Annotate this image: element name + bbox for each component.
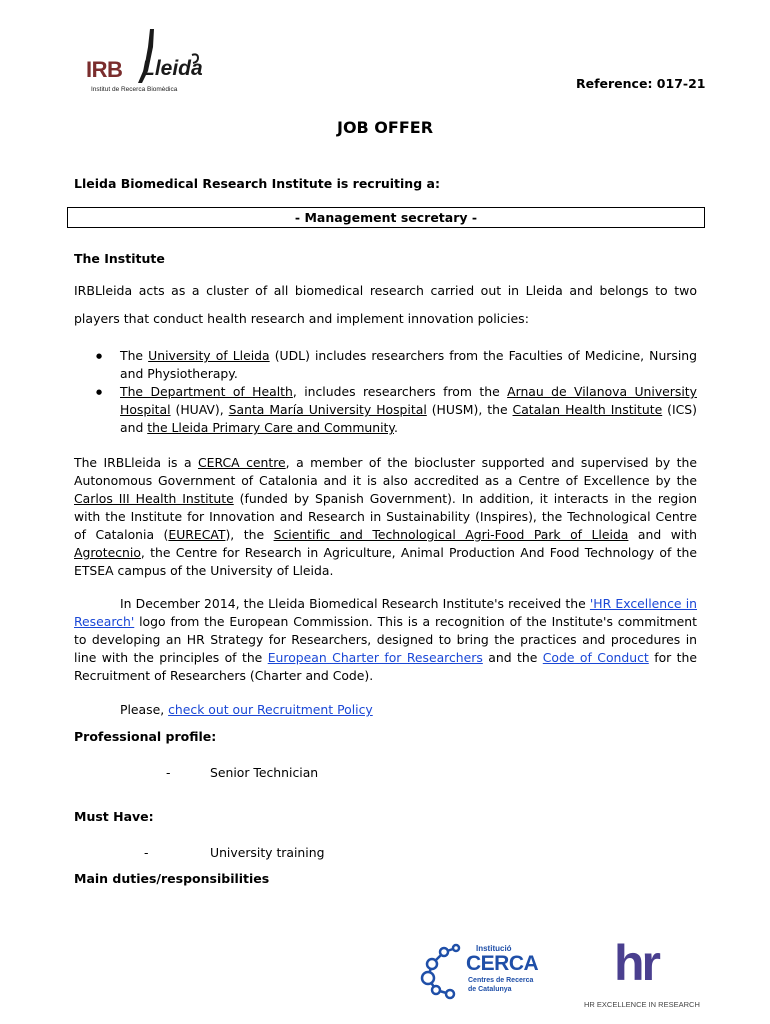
recruitment-policy-line: Please, check out our Recruitment Policy [120, 702, 373, 717]
hr-mark: hr [614, 935, 658, 991]
link-carlos-iii[interactable]: Carlos III Health Institute [74, 491, 234, 506]
cerca-name: CERCA [466, 952, 539, 975]
irblleida-logo [86, 27, 206, 99]
link-cerca-centre[interactable]: CERCA centre [198, 455, 286, 470]
link-agri-food-park[interactable]: Scientific and Technological Agri-Food Park of Lleida [273, 527, 629, 542]
profile-dash: - [166, 765, 171, 780]
bullet-university: ● The University of Lleida (UDL) includes researchers from the Faculties of Medicine, Nursing and Physiotherapy. [96, 347, 697, 383]
must-have-heading: Must Have: [74, 809, 154, 824]
position-title-box: - Management secretary - [67, 207, 705, 228]
profile-heading: Professional profile: [74, 729, 217, 744]
reference-number: Reference: 017-21 [576, 76, 706, 91]
link-department-of-health[interactable]: The Department of Health [120, 384, 293, 399]
duties-heading: Main duties/responsibilities [74, 871, 270, 886]
logo-lleida-text: Lleida [142, 57, 203, 80]
hr-paragraph: In December 2014, the Lleida Biomedical Research Institute's received the 'HR Excellence in Research' logo from the European Commission. This is a recognition of the Institute's commitment to developing an HR Strategy for Researchers, designed to bring the practices and procedures in line with the principles of the European Charter for Researchers and the Code of Conduct for the Recruitment of Researchers (Charter and Code). [74, 596, 698, 683]
cerca-logo [420, 938, 545, 1004]
hr-caption: HR EXCELLENCE IN RESEARCH [584, 1000, 700, 1009]
link-university-of-lleida[interactable]: University of Lleida [148, 348, 270, 363]
cerca-top-label: Institució [476, 944, 512, 953]
cerca-paragraph: The IRBLleida is a CERCA centre, a member of the biocluster supported and supervised by the Autonomous Government of Catalonia and it is also accredited as a Centre of Excellence by the Carlos III Health Institute (funded by Spanish Government). In addition, it interacts in the region with the Institute for Innovation and Research in Sustainability (Inspires), the Technological Centre of Catalonia (EURECAT), the Scientific and Technological Agri-Food Park of Lleida and with Agrotecnio, the Centre for Research in Agriculture, Animal Production And Food Technology of the ETSEA campus of the University of Lleida. [74, 455, 697, 578]
link-santa-maria-hospital[interactable]: Santa María University Hospital [228, 402, 427, 417]
link-arnau-hospital[interactable]: Arnau de Vilanova University Hospital [120, 384, 697, 417]
cerca-sub2: de Catalunya [468, 986, 512, 993]
must-have-item: University training [210, 845, 325, 860]
link-catalan-health-institute[interactable]: Catalan Health Institute [512, 402, 663, 417]
institute-intro: IRBLleida acts as a cluster of all biomedical research carried out in Lleida and belongs to two players that conduct health research and implement innovation policies: [74, 283, 697, 326]
hr-excellence-logo [582, 935, 700, 1014]
link-european-charter[interactable]: European Charter for Researchers [267, 650, 483, 665]
profile-item: Senior Technician [210, 765, 319, 780]
cerca-molecule-icon [420, 942, 468, 1002]
link-eurecat[interactable]: EURECAT [168, 527, 226, 542]
link-hr-excellence[interactable]: 'HR Excellence in Research' [74, 596, 698, 629]
logo-mark-icon [190, 53, 200, 65]
cerca-sub1: Centres de Recerca [468, 977, 534, 984]
recruiting-line: Lleida Biomedical Research Institute is recruiting a: [74, 176, 440, 191]
logo-irb-text: IRB [86, 57, 123, 82]
bullet-health-department: ● The Department of Health, includes researchers from the Arnau de Vilanova University Hospital (HUAV), Santa María University Hospital (HUSM), the Catalan Health Institute (ICS) and the Lleida Primary Care and Community. [96, 383, 697, 437]
institute-heading: The Institute [74, 251, 165, 266]
link-primary-care[interactable]: the Lleida Primary Care and Community [147, 420, 394, 435]
link-code-of-conduct[interactable]: Code of Conduct [542, 650, 649, 665]
must-have-dash: - [144, 845, 149, 860]
logo-subtitle: Institut de Recerca Biomèdica [91, 86, 178, 93]
link-recruitment-policy[interactable]: check out our Recruitment Policy [168, 702, 373, 717]
page-title: JOB OFFER [336, 118, 434, 137]
institute-bullet-list [96, 347, 697, 437]
link-agrotecnio[interactable]: Agrotecnio [74, 545, 141, 560]
